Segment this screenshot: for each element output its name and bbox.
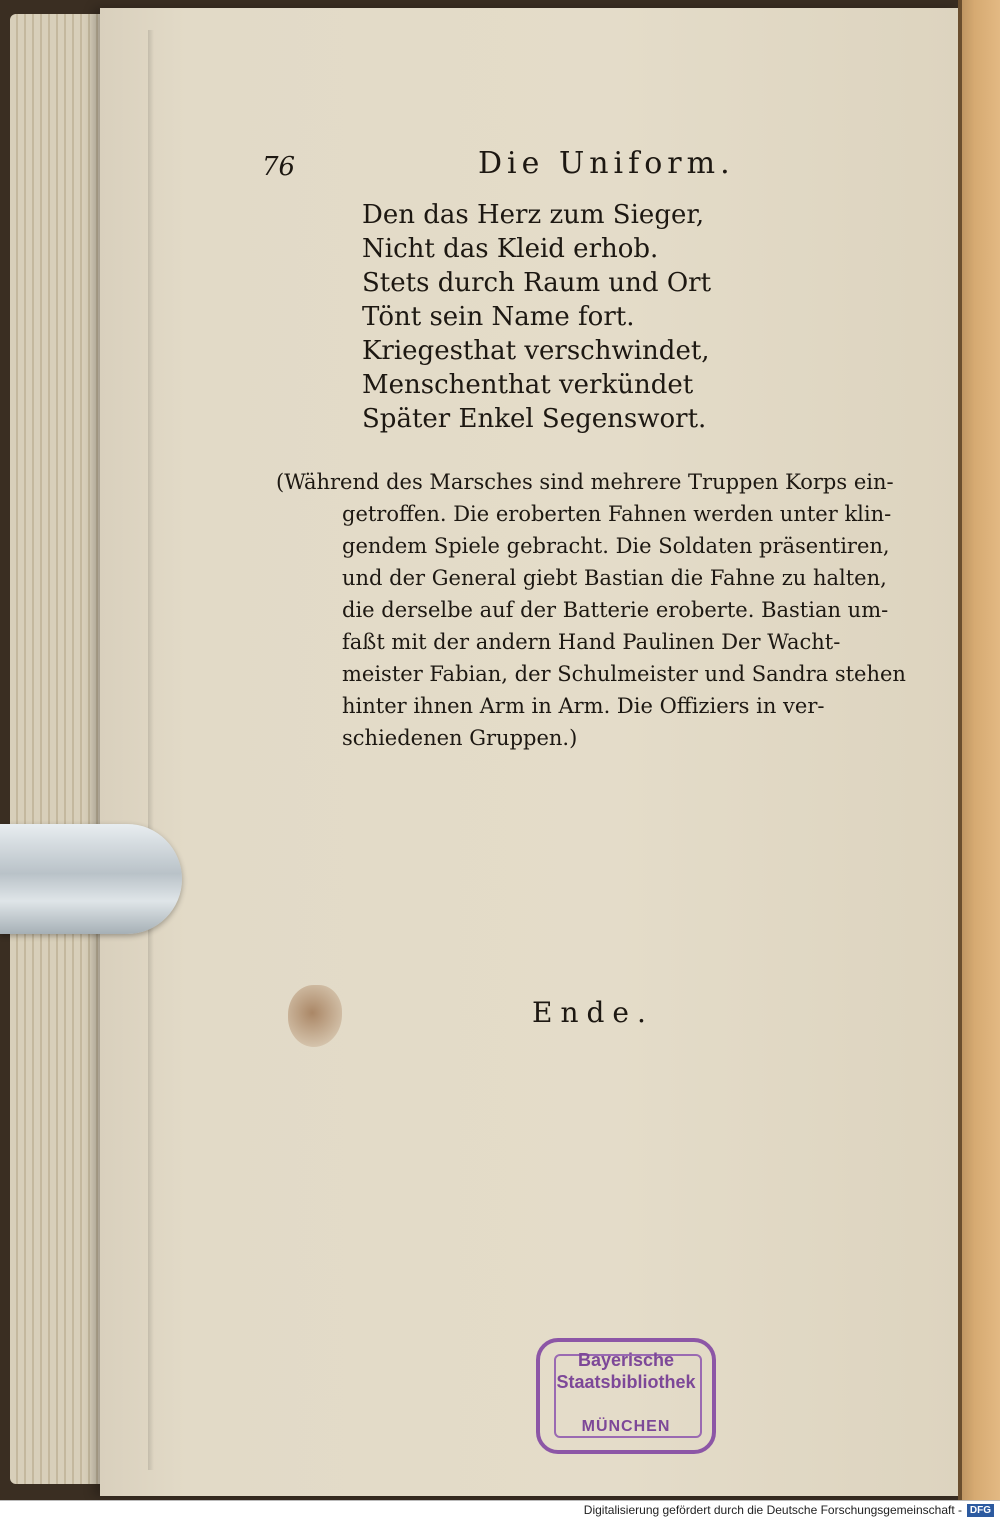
stage-direction-line: die derselbe auf der Batterie eroberte. Bastian um- bbox=[342, 598, 889, 622]
stamp-line: Staatsbibliothek bbox=[556, 1372, 696, 1392]
stage-direction-line: getroffen. Die eroberten Fahnen werden unter klin- bbox=[342, 502, 892, 526]
book-cover-edge bbox=[958, 0, 1000, 1500]
verse-line: Menschenthat verkündet bbox=[362, 370, 694, 400]
cover-edge-shadow bbox=[958, 0, 962, 1500]
footer-credit: Digitalisierung gefördert durch die Deutsche Forschungsgemeinschaft - bbox=[583, 1503, 962, 1517]
stamp-line: MÜNCHEN bbox=[581, 1418, 671, 1435]
ende-label: Ende. bbox=[532, 996, 654, 1029]
stage-direction-line: hinter ihnen Arm in Arm. Die Offiziers in ver- bbox=[342, 694, 825, 718]
verse-line: Später Enkel Segenswort. bbox=[362, 404, 707, 434]
page-number: 76 bbox=[262, 152, 296, 182]
verse-line: Tönt sein Name fort. bbox=[362, 302, 635, 332]
verse-line: Kriegesthat verschwindet, bbox=[362, 336, 710, 366]
running-head: Die Uniform. bbox=[478, 146, 735, 181]
verse-block bbox=[362, 198, 711, 436]
stage-direction-line: faßt mit der andern Hand Paulinen Der Wacht- bbox=[342, 630, 841, 654]
stage-direction-line: meister Fabian, der Schulmeister und Sandra stehen bbox=[342, 662, 906, 686]
page-holder-clip bbox=[0, 824, 182, 934]
dfg-logo: DFG bbox=[967, 1504, 994, 1517]
stage-direction bbox=[276, 466, 906, 754]
verse-line: Den das Herz zum Sieger, bbox=[362, 200, 705, 230]
verse-line: Nicht das Kleid erhob. bbox=[362, 234, 659, 264]
library-stamp bbox=[536, 1338, 716, 1454]
stamp-line: Bayerische bbox=[577, 1350, 675, 1370]
page-binding-shadow bbox=[148, 30, 154, 1470]
stage-direction-line: (Während des Marsches sind mehrere Truppen Korps ein- bbox=[276, 470, 894, 494]
stage-direction-line: schiedenen Gruppen.) bbox=[342, 726, 578, 750]
stage-direction-line: und der General giebt Bastian die Fahne zu halten, bbox=[342, 566, 887, 590]
stage-direction-line: gendem Spiele gebracht. Die Soldaten präsentiren, bbox=[342, 534, 890, 558]
footer-bar bbox=[0, 1500, 1000, 1521]
verse-line: Stets durch Raum und Ort bbox=[362, 268, 712, 298]
